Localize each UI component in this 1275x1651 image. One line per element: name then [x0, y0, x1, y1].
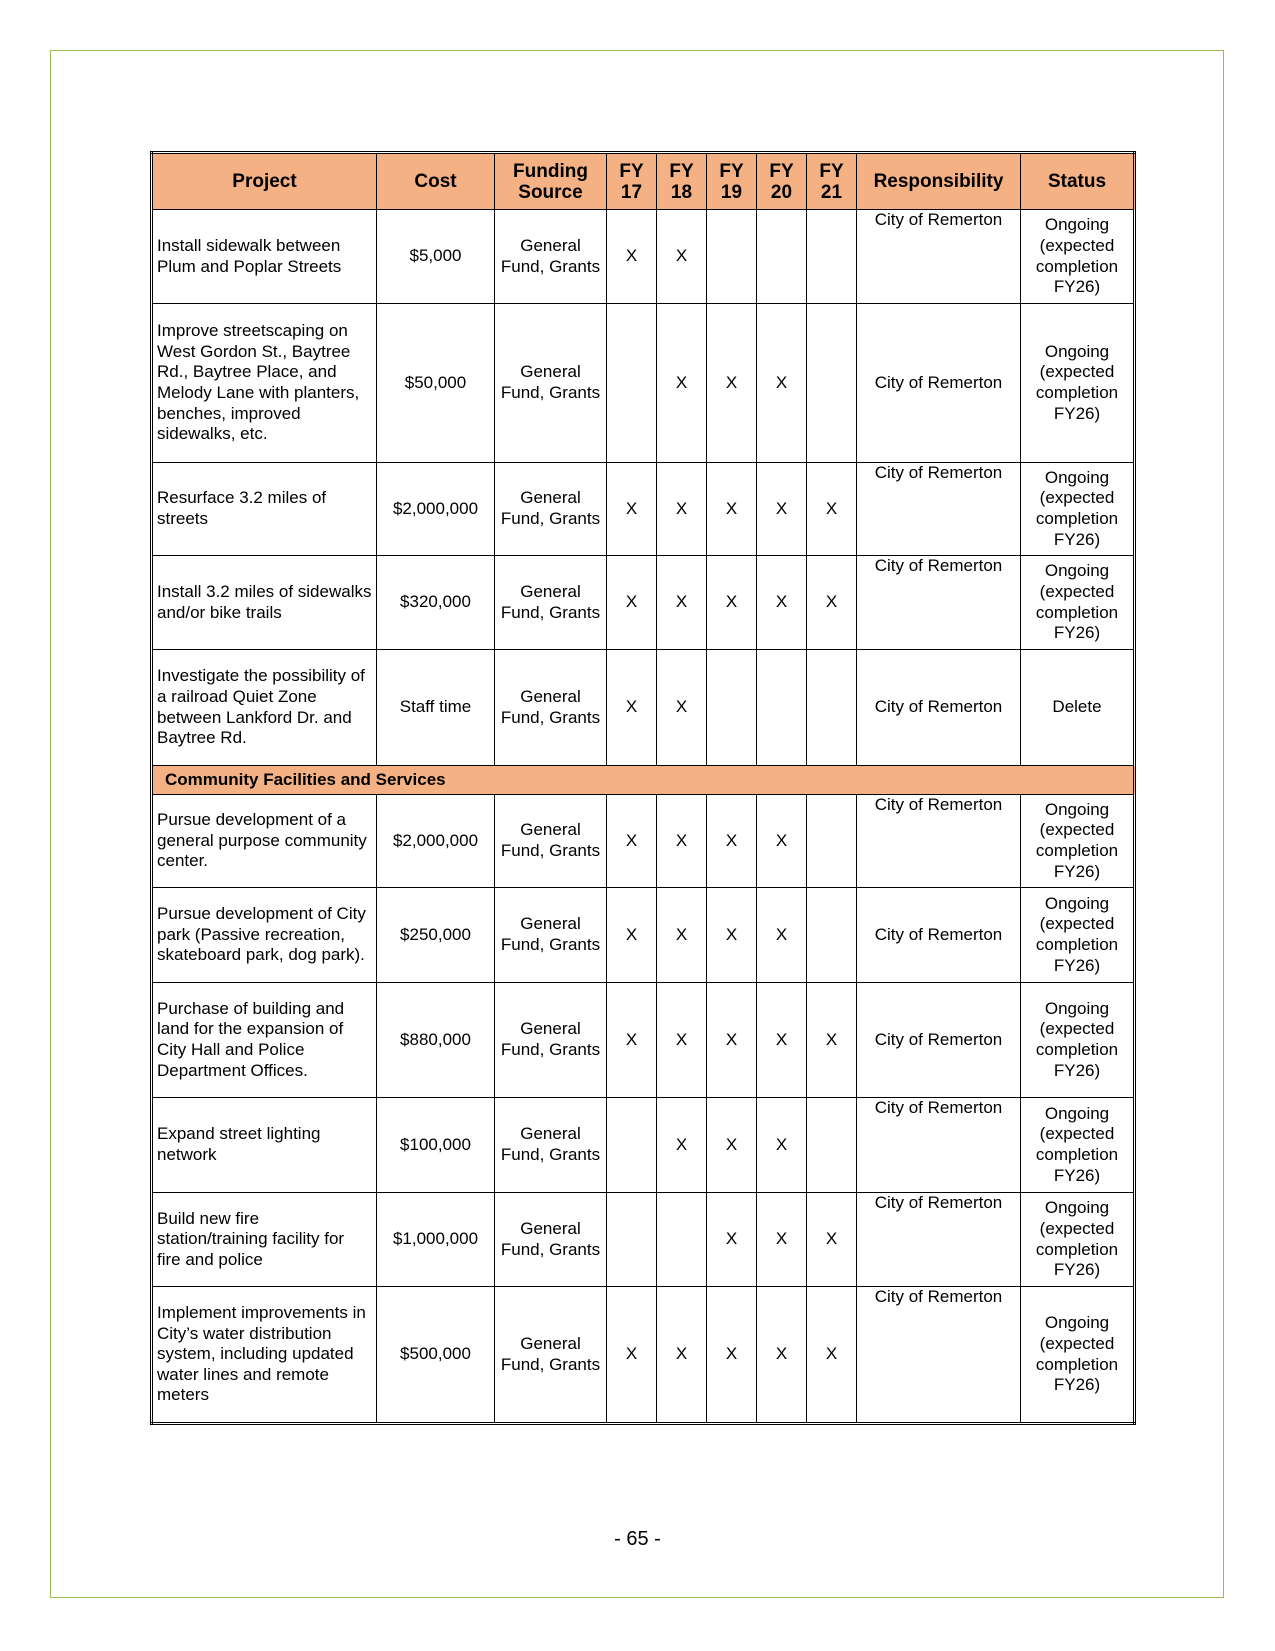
table-row: [152, 463, 1135, 556]
fy17-mark: [607, 1193, 657, 1287]
cost-cell: $2,000,000: [377, 463, 495, 556]
fy20-mark: X: [757, 1098, 807, 1193]
header-responsibility: Responsibility: [857, 153, 1021, 210]
cost-cell: $50,000: [377, 304, 495, 463]
fy21-mark: [807, 888, 857, 983]
cost-cell: $1,000,000: [377, 1193, 495, 1287]
funding-source-cell: General Fund, Grants: [495, 304, 607, 463]
section-title: Community Facilities and Services: [152, 766, 1135, 795]
project-cell: Install sidewalk between Plum and Poplar Streets: [152, 210, 377, 304]
fy20-mark: X: [757, 1287, 807, 1424]
header-project: Project: [152, 153, 377, 210]
cost-cell: $500,000: [377, 1287, 495, 1424]
status-cell: Ongoing (expected completion FY26): [1021, 463, 1135, 556]
fy21-mark: X: [807, 463, 857, 556]
project-cell: Expand street lighting network: [152, 1098, 377, 1193]
fy21-mark: X: [807, 983, 857, 1098]
table-row: [152, 983, 1135, 1098]
fy20-mark: X: [757, 463, 807, 556]
project-cell: Pursue development of City park (Passive recreation, skateboard park, dog park).: [152, 888, 377, 983]
status-cell: Ongoing (expected completion FY26): [1021, 795, 1135, 888]
project-cell: Pursue development of a general purpose community center.: [152, 795, 377, 888]
cost-cell: Staff time: [377, 650, 495, 766]
fy21-mark: [807, 1098, 857, 1193]
fy20-mark: X: [757, 795, 807, 888]
funding-source-cell: General Fund, Grants: [495, 888, 607, 983]
responsibility-cell: City of Remerton: [857, 1193, 1021, 1287]
fy20-mark: X: [757, 983, 807, 1098]
table-row: [152, 795, 1135, 888]
responsibility-cell: City of Remerton: [857, 210, 1021, 304]
header-funding-source: Funding Source: [495, 153, 607, 210]
funding-source-cell: General Fund, Grants: [495, 983, 607, 1098]
fy17-mark: X: [607, 1287, 657, 1424]
table-row: [152, 1193, 1135, 1287]
fy19-mark: X: [707, 556, 757, 650]
table-header-row: [152, 153, 1135, 210]
fy17-mark: [607, 304, 657, 463]
fy18-mark: X: [657, 1287, 707, 1424]
project-cell: Resurface 3.2 miles of streets: [152, 463, 377, 556]
project-cell: Purchase of building and land for the expansion of City Hall and Police Department Offices.: [152, 983, 377, 1098]
fy19-mark: X: [707, 888, 757, 983]
project-cell: Improve streetscaping on West Gordon St., Baytree Rd., Baytree Place, and Melody Lane with planters, benches, improved sidewalks, etc.: [152, 304, 377, 463]
project-cell: Build new fire station/training facility for fire and police: [152, 1193, 377, 1287]
responsibility-cell: City of Remerton: [857, 795, 1021, 888]
fy18-mark: X: [657, 795, 707, 888]
table-row: [152, 1098, 1135, 1193]
status-cell: Ongoing (expected completion FY26): [1021, 983, 1135, 1098]
header-fy19: FY 19: [707, 153, 757, 210]
cost-cell: $5,000: [377, 210, 495, 304]
responsibility-cell: City of Remerton: [857, 1287, 1021, 1424]
funding-source-cell: General Fund, Grants: [495, 795, 607, 888]
fy20-mark: X: [757, 556, 807, 650]
status-cell: Ongoing (expected completion FY26): [1021, 1287, 1135, 1424]
funding-source-cell: General Fund, Grants: [495, 463, 607, 556]
fy18-mark: X: [657, 304, 707, 463]
fy17-mark: [607, 1098, 657, 1193]
fy17-mark: X: [607, 210, 657, 304]
fy18-mark: X: [657, 210, 707, 304]
responsibility-cell: City of Remerton: [857, 888, 1021, 983]
status-cell: Ongoing (expected completion FY26): [1021, 888, 1135, 983]
status-cell: Ongoing (expected completion FY26): [1021, 1098, 1135, 1193]
fy20-mark: X: [757, 1193, 807, 1287]
fy19-mark: X: [707, 983, 757, 1098]
fy19-mark: X: [707, 795, 757, 888]
fy19-mark: X: [707, 304, 757, 463]
project-cell: Implement improvements in City’s water distribution system, including updated water lines and remote meters: [152, 1287, 377, 1424]
project-cell: Investigate the possibility of a railroad Quiet Zone between Lankford Dr. and Baytree Rd.: [152, 650, 377, 766]
fy19-mark: X: [707, 1098, 757, 1193]
fy18-mark: X: [657, 983, 707, 1098]
fy20-mark: X: [757, 888, 807, 983]
header-fy17: FY 17: [607, 153, 657, 210]
fy18-mark: X: [657, 888, 707, 983]
fy18-mark: X: [657, 650, 707, 766]
fy19-mark: X: [707, 1287, 757, 1424]
header-fy18: FY 18: [657, 153, 707, 210]
fy19-mark: [707, 650, 757, 766]
fy18-mark: [657, 1193, 707, 1287]
section-header-row: [152, 766, 1135, 795]
fy21-mark: X: [807, 556, 857, 650]
cost-cell: $2,000,000: [377, 795, 495, 888]
fy20-mark: X: [757, 304, 807, 463]
status-cell: Delete: [1021, 650, 1135, 766]
fy19-mark: [707, 210, 757, 304]
funding-source-cell: General Fund, Grants: [495, 1193, 607, 1287]
cost-cell: $100,000: [377, 1098, 495, 1193]
table-row: [152, 650, 1135, 766]
status-cell: Ongoing (expected completion FY26): [1021, 1193, 1135, 1287]
table-row: [152, 210, 1135, 304]
header-status: Status: [1021, 153, 1135, 210]
funding-source-cell: General Fund, Grants: [495, 1287, 607, 1424]
cost-cell: $250,000: [377, 888, 495, 983]
funding-source-cell: General Fund, Grants: [495, 210, 607, 304]
fy17-mark: X: [607, 650, 657, 766]
fy17-mark: X: [607, 888, 657, 983]
responsibility-cell: City of Remerton: [857, 650, 1021, 766]
responsibility-cell: City of Remerton: [857, 983, 1021, 1098]
fy21-mark: X: [807, 1287, 857, 1424]
cost-cell: $320,000: [377, 556, 495, 650]
status-cell: Ongoing (expected completion FY26): [1021, 304, 1135, 463]
fy17-mark: X: [607, 983, 657, 1098]
responsibility-cell: City of Remerton: [857, 304, 1021, 463]
table-row: [152, 888, 1135, 983]
responsibility-cell: City of Remerton: [857, 556, 1021, 650]
fy18-mark: X: [657, 1098, 707, 1193]
fy20-mark: [757, 210, 807, 304]
fy21-mark: [807, 304, 857, 463]
page-number: - 65 -: [614, 1528, 661, 1550]
work-program-table: [150, 151, 1136, 1425]
table-row: [152, 1287, 1135, 1424]
fy21-mark: [807, 650, 857, 766]
fy18-mark: X: [657, 463, 707, 556]
fy21-mark: X: [807, 1193, 857, 1287]
fy19-mark: X: [707, 463, 757, 556]
fy19-mark: X: [707, 1193, 757, 1287]
table-row: [152, 304, 1135, 463]
funding-source-cell: General Fund, Grants: [495, 556, 607, 650]
header-cost: Cost: [377, 153, 495, 210]
responsibility-cell: City of Remerton: [857, 1098, 1021, 1193]
fy18-mark: X: [657, 556, 707, 650]
fy17-mark: X: [607, 556, 657, 650]
funding-source-cell: General Fund, Grants: [495, 650, 607, 766]
header-fy20: FY 20: [757, 153, 807, 210]
project-cell: Install 3.2 miles of sidewalks and/or bike trails: [152, 556, 377, 650]
fy20-mark: [757, 650, 807, 766]
cost-cell: $880,000: [377, 983, 495, 1098]
fy17-mark: X: [607, 463, 657, 556]
funding-source-cell: General Fund, Grants: [495, 1098, 607, 1193]
header-fy21: FY 21: [807, 153, 857, 210]
fy21-mark: [807, 795, 857, 888]
status-cell: Ongoing (expected completion FY26): [1021, 210, 1135, 304]
responsibility-cell: City of Remerton: [857, 463, 1021, 556]
status-cell: Ongoing (expected completion FY26): [1021, 556, 1135, 650]
fy17-mark: X: [607, 795, 657, 888]
table-row: [152, 556, 1135, 650]
fy21-mark: [807, 210, 857, 304]
